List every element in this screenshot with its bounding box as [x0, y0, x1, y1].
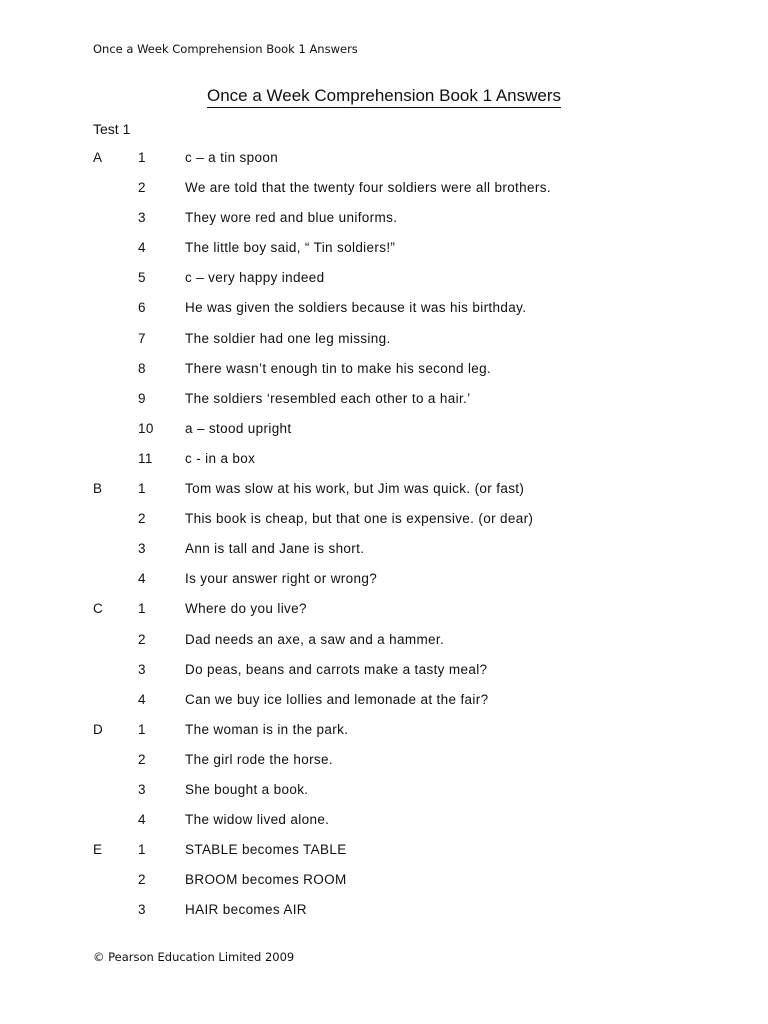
answer-text: HAIR becomes AIR — [185, 902, 307, 918]
answer-row — [0, 481, 768, 511]
answer-row — [0, 180, 768, 210]
answer-row — [0, 421, 768, 451]
answer-row — [0, 692, 768, 722]
question-number: 2 — [138, 511, 146, 527]
answer-row — [0, 842, 768, 872]
answer-row — [0, 752, 768, 782]
question-number: 1 — [138, 601, 146, 617]
section-letter: D — [93, 721, 104, 737]
answer-text: STABLE becomes TABLE — [185, 842, 347, 858]
answer-text: The girl rode the horse. — [185, 751, 333, 767]
answer-row — [0, 300, 768, 330]
question-number: 3 — [138, 902, 146, 918]
question-number: 2 — [138, 751, 146, 767]
page-title-text: Once a Week Comprehension Book 1 Answers — [207, 86, 561, 108]
answer-row — [0, 662, 768, 692]
question-number: 3 — [138, 781, 146, 797]
answer-text: a – stood upright — [185, 420, 292, 436]
question-number: 8 — [138, 360, 146, 376]
question-number: 4 — [138, 691, 146, 707]
section-letter: C — [93, 601, 104, 617]
page-title — [0, 86, 768, 108]
answer-text: Where do you live? — [185, 601, 307, 617]
answer-row — [0, 451, 768, 481]
answer-text: We are told that the twenty four soldiers were all brothers. — [185, 180, 551, 196]
question-number: 2 — [138, 872, 146, 888]
answer-text: Can we buy ice lollies and lemonade at the fair? — [185, 691, 489, 707]
answer-row — [0, 872, 768, 902]
question-number: 3 — [138, 541, 146, 557]
question-number: 10 — [138, 420, 154, 436]
answer-text: BROOM becomes ROOM — [185, 872, 347, 888]
question-number: 6 — [138, 300, 146, 316]
test-label: Test 1 — [93, 121, 131, 137]
question-number: 4 — [138, 240, 146, 256]
answer-row — [0, 722, 768, 752]
question-number: 4 — [138, 812, 146, 828]
answer-list — [0, 150, 768, 932]
question-number: 9 — [138, 390, 146, 406]
answer-row — [0, 902, 768, 932]
answer-row — [0, 571, 768, 601]
question-number: 4 — [138, 571, 146, 587]
section-letter: B — [93, 481, 103, 497]
answer-row — [0, 601, 768, 631]
answer-text: She bought a book. — [185, 781, 309, 797]
answer-row — [0, 331, 768, 361]
answer-text: Do peas, beans and carrots make a tasty meal? — [185, 661, 488, 677]
answer-text: The soldier had one leg missing. — [185, 330, 391, 346]
answer-row — [0, 270, 768, 300]
question-number: 1 — [138, 721, 146, 737]
answer-text: Is your answer right or wrong? — [185, 571, 378, 587]
footer-copyright: © Pearson Education Limited 2009 — [93, 950, 295, 964]
answer-text: The soldiers ‘resembled each other to a hair.’ — [185, 390, 471, 406]
answer-row — [0, 511, 768, 541]
answer-row — [0, 210, 768, 240]
answer-text: The widow lived alone. — [185, 812, 330, 828]
running-header: Once a Week Comprehension Book 1 Answers — [93, 42, 358, 56]
answer-row — [0, 240, 768, 270]
question-number: 11 — [138, 450, 153, 466]
answer-text: He was given the soldiers because it was his birthday. — [185, 300, 527, 316]
answer-text: The woman is in the park. — [185, 721, 349, 737]
question-number: 1 — [138, 481, 146, 497]
section-letter: A — [93, 150, 103, 165]
question-number: 2 — [138, 631, 146, 647]
answer-text: c – a tin spoon — [185, 150, 279, 165]
question-number: 3 — [138, 661, 146, 677]
answer-row — [0, 541, 768, 571]
answer-row — [0, 632, 768, 662]
answer-row — [0, 812, 768, 842]
answer-text: This book is cheap, but that one is expensive. (or dear) — [185, 511, 534, 527]
question-number: 1 — [138, 842, 146, 858]
question-number: 5 — [138, 270, 146, 286]
answer-text: Dad needs an axe, a saw and a hammer. — [185, 631, 445, 647]
answer-row — [0, 361, 768, 391]
answer-text: The little boy said, “ Tin soldiers!” — [185, 240, 396, 256]
answer-text: c – very happy indeed — [185, 270, 325, 286]
section-letter: E — [93, 842, 103, 858]
answer-row — [0, 150, 768, 180]
question-number: 3 — [138, 210, 146, 226]
answer-text: There wasn’t enough tin to make his second leg. — [185, 360, 492, 376]
answer-text: They wore red and blue uniforms. — [185, 210, 398, 226]
question-number: 2 — [138, 180, 146, 196]
question-number: 7 — [138, 330, 146, 346]
answer-text: Ann is tall and Jane is short. — [185, 541, 365, 557]
question-number: 1 — [138, 150, 146, 165]
answer-text: Tom was slow at his work, but Jim was quick. (or fast) — [185, 481, 525, 497]
answer-row — [0, 782, 768, 812]
answer-row — [0, 391, 768, 421]
answer-text: c - in a box — [185, 450, 256, 466]
